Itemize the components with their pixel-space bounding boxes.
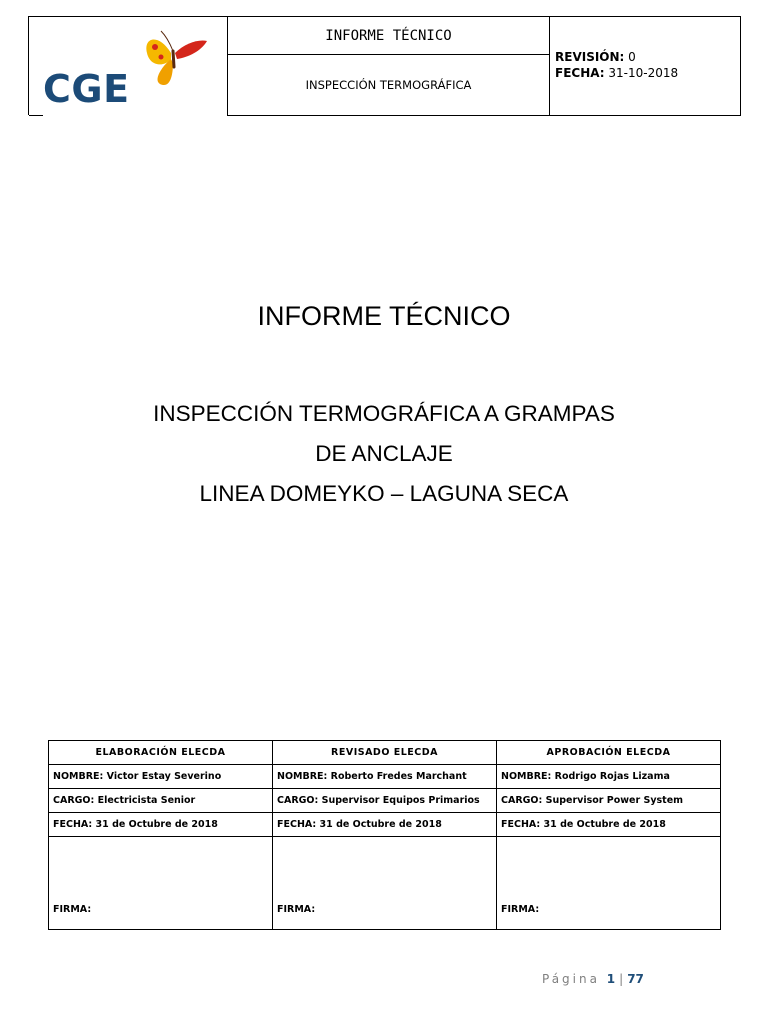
page-separator: |	[619, 972, 624, 986]
company-logo-text: CGE	[43, 67, 130, 111]
table-row-cargo	[49, 789, 721, 813]
logo-cell	[28, 16, 228, 115]
approval-table	[48, 740, 721, 930]
page-word: Página	[542, 972, 600, 986]
firma-revisado: FIRMA:	[273, 837, 497, 930]
firma-elaboracion: FIRMA:	[49, 837, 273, 930]
subtitle-line-1: INSPECCIÓN TERMOGRÁFICA A GRAMPAS	[153, 401, 615, 426]
cargo-elaboracion: CARGO: Electricista Senior	[49, 789, 273, 813]
cargo-revisado: CARGO: Supervisor Equipos Primarios	[273, 789, 497, 813]
page-number: 1	[606, 972, 616, 986]
fecha-line	[555, 66, 678, 80]
fecha-elaboracion: FECHA: 31 de Octubre de 2018	[49, 813, 273, 837]
fecha-value: 31-10-2018	[604, 66, 679, 80]
revision-line	[555, 50, 636, 64]
fecha-aprobacion: FECHA: 31 de Octubre de 2018	[497, 813, 721, 837]
table-header-row	[49, 741, 721, 765]
header-elaboracion: ELABORACIÓN ELECDA	[49, 741, 273, 765]
header-aprobacion: APROBACIÓN ELECDA	[497, 741, 721, 765]
page-footer	[542, 972, 644, 986]
header-revisado: REVISADO ELECDA	[273, 741, 497, 765]
subtitle-line-3: LINEA DOMEYKO – LAGUNA SECA	[199, 481, 569, 506]
page-total: 77	[627, 972, 644, 986]
revision-value: 0	[624, 50, 636, 64]
firma-aprobacion: FIRMA:	[497, 837, 721, 930]
subtitle-line-2: DE ANCLAJE	[315, 441, 453, 466]
nombre-aprobacion: NOMBRE: Rodrigo Rojas Lizama	[497, 765, 721, 789]
table-row-fecha	[49, 813, 721, 837]
nombre-elaboracion: NOMBRE: Victor Estay Severino	[49, 765, 273, 789]
revision-label: REVISIÓN:	[555, 50, 625, 64]
butterfly-logo-icon	[141, 23, 213, 95]
cargo-aprobacion: CARGO: Supervisor Power System	[497, 789, 721, 813]
table-row-nombre	[49, 765, 721, 789]
doc-type: INFORME TÉCNICO	[228, 17, 549, 55]
fecha-revisado: FECHA: 31 de Octubre de 2018	[273, 813, 497, 837]
document-header	[28, 16, 741, 116]
doc-subject: INSPECCIÓN TERMOGRÁFICA	[305, 78, 472, 92]
fecha-label: FECHA:	[555, 66, 605, 80]
main-title: INFORME TÉCNICO	[257, 301, 511, 331]
table-row-firma	[49, 837, 721, 930]
nombre-revisado: NOMBRE: Roberto Fredes Marchant	[273, 765, 497, 789]
document-title-cell	[227, 16, 550, 116]
revision-cell	[548, 16, 741, 116]
